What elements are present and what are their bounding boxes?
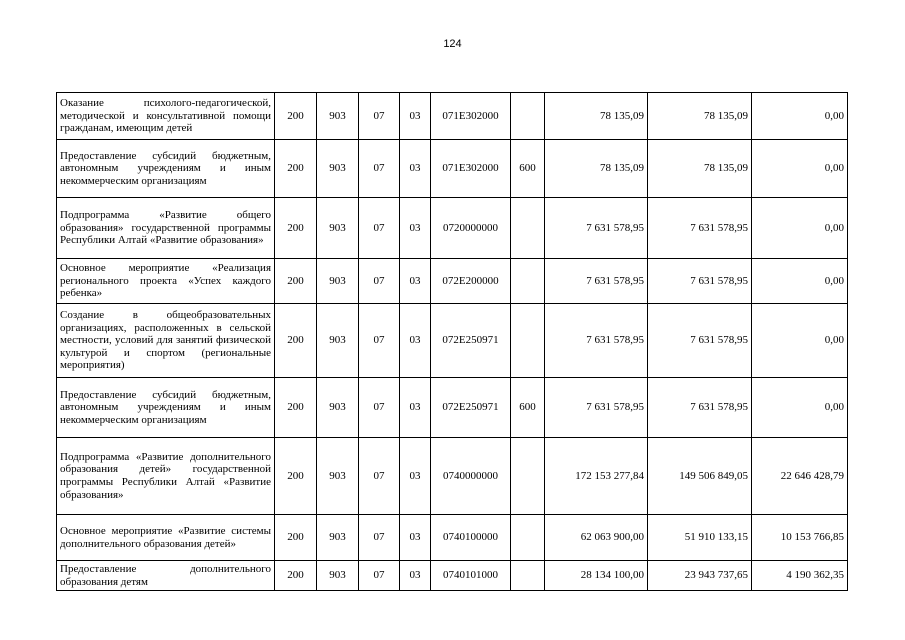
cell-section: 07 [359, 438, 400, 515]
table-row [57, 259, 848, 304]
table-row [57, 93, 848, 140]
cell-sum-total: 7 631 578,95 [545, 304, 648, 378]
cell-sum-2: 7 631 578,95 [648, 259, 752, 304]
table-row [57, 304, 848, 378]
cell-sum-3: 0,00 [752, 378, 848, 438]
cell-target-article: 072E200000 [431, 259, 511, 304]
cell-admin-code: 200 [275, 198, 317, 259]
cell-target-article: 071E302000 [431, 93, 511, 140]
cell-target-article: 0740000000 [431, 438, 511, 515]
cell-admin-code: 200 [275, 378, 317, 438]
cell-section: 07 [359, 304, 400, 378]
cell-sum-total: 172 153 277,84 [545, 438, 648, 515]
cell-subsection: 03 [400, 140, 431, 198]
cell-grbs-code: 903 [317, 515, 359, 561]
cell-subsection: 03 [400, 438, 431, 515]
cell-admin-code: 200 [275, 259, 317, 304]
cell-section: 07 [359, 198, 400, 259]
cell-section: 07 [359, 378, 400, 438]
table-row [57, 198, 848, 259]
cell-grbs-code: 903 [317, 561, 359, 591]
cell-subsection: 03 [400, 515, 431, 561]
cell-grbs-code: 903 [317, 259, 359, 304]
cell-subsection: 03 [400, 198, 431, 259]
cell-subsection: 03 [400, 259, 431, 304]
page-number: 124 [443, 38, 462, 50]
cell-sum-total: 7 631 578,95 [545, 378, 648, 438]
cell-grbs-code: 903 [317, 378, 359, 438]
cell-expense-type [511, 198, 545, 259]
cell-sum-2: 7 631 578,95 [648, 198, 752, 259]
cell-sum-3: 0,00 [752, 93, 848, 140]
cell-sum-3: 0,00 [752, 198, 848, 259]
cell-sum-total: 28 134 100,00 [545, 561, 648, 591]
table-row [57, 515, 848, 561]
cell-sum-total: 78 135,09 [545, 93, 648, 140]
row-name: Подпрограмма «Развитие дополнительного образования детей» государственной программы Республики Алтай «Развитие образования» [57, 438, 275, 515]
cell-sum-total: 7 631 578,95 [545, 198, 648, 259]
cell-expense-type [511, 93, 545, 140]
cell-admin-code: 200 [275, 561, 317, 591]
cell-subsection: 03 [400, 378, 431, 438]
cell-expense-type [511, 561, 545, 591]
cell-subsection: 03 [400, 561, 431, 591]
row-name: Подпрограмма «Развитие общего образования» государственной программы Республики Алтай «Развитие образования» [57, 198, 275, 259]
cell-grbs-code: 903 [317, 304, 359, 378]
cell-section: 07 [359, 515, 400, 561]
cell-sum-2: 78 135,09 [648, 93, 752, 140]
cell-target-article: 072E250971 [431, 378, 511, 438]
cell-sum-3: 0,00 [752, 259, 848, 304]
table-row [57, 140, 848, 198]
cell-expense-type [511, 259, 545, 304]
cell-sum-2: 51 910 133,15 [648, 515, 752, 561]
cell-subsection: 03 [400, 93, 431, 140]
cell-admin-code: 200 [275, 140, 317, 198]
cell-section: 07 [359, 561, 400, 591]
cell-sum-2: 7 631 578,95 [648, 304, 752, 378]
row-name: Основное мероприятие «Развитие системы дополнительного образования детей» [57, 515, 275, 561]
cell-expense-type [511, 304, 545, 378]
cell-target-article: 0740101000 [431, 561, 511, 591]
budget-table [56, 92, 848, 591]
row-name: Предоставление субсидий бюджетным, автономным учреждениям и иным некоммерческим организациям [57, 140, 275, 198]
cell-section: 07 [359, 140, 400, 198]
row-name: Основное мероприятие «Реализация регионального проекта «Успех каждого ребенка» [57, 259, 275, 304]
cell-target-article: 0740100000 [431, 515, 511, 561]
cell-expense-type: 600 [511, 140, 545, 198]
cell-sum-2: 23 943 737,65 [648, 561, 752, 591]
cell-grbs-code: 903 [317, 93, 359, 140]
cell-sum-2: 7 631 578,95 [648, 378, 752, 438]
cell-subsection: 03 [400, 304, 431, 378]
row-name: Предоставление субсидий бюджетным, автономным учреждениям и иным некоммерческим организациям [57, 378, 275, 438]
cell-sum-3: 22 646 428,79 [752, 438, 848, 515]
cell-expense-type [511, 515, 545, 561]
table-row [57, 378, 848, 438]
cell-sum-3: 0,00 [752, 140, 848, 198]
cell-target-article: 0720000000 [431, 198, 511, 259]
cell-expense-type [511, 438, 545, 515]
table-row [57, 438, 848, 515]
cell-sum-total: 7 631 578,95 [545, 259, 648, 304]
cell-expense-type: 600 [511, 378, 545, 438]
cell-target-article: 072E250971 [431, 304, 511, 378]
cell-sum-3: 4 190 362,35 [752, 561, 848, 591]
cell-target-article: 071E302000 [431, 140, 511, 198]
cell-sum-total: 62 063 900,00 [545, 515, 648, 561]
row-name: Создание в общеобразовательных организациях, расположенных в сельской местности, условий для занятий физической культурой и спортом (региональные мероприятия) [57, 304, 275, 378]
table-row [57, 561, 848, 591]
row-name: Оказание психолого-педагогической, методической и консультативной помощи гражданам, имеющим детей [57, 93, 275, 140]
cell-sum-3: 10 153 766,85 [752, 515, 848, 561]
cell-section: 07 [359, 259, 400, 304]
cell-section: 07 [359, 93, 400, 140]
row-name: Предоставление дополнительного образования детям [57, 561, 275, 591]
cell-sum-2: 149 506 849,05 [648, 438, 752, 515]
cell-admin-code: 200 [275, 438, 317, 515]
cell-grbs-code: 903 [317, 140, 359, 198]
cell-admin-code: 200 [275, 304, 317, 378]
cell-sum-2: 78 135,09 [648, 140, 752, 198]
cell-sum-total: 78 135,09 [545, 140, 648, 198]
cell-sum-3: 0,00 [752, 304, 848, 378]
cell-admin-code: 200 [275, 93, 317, 140]
cell-grbs-code: 903 [317, 438, 359, 515]
cell-grbs-code: 903 [317, 198, 359, 259]
cell-admin-code: 200 [275, 515, 317, 561]
